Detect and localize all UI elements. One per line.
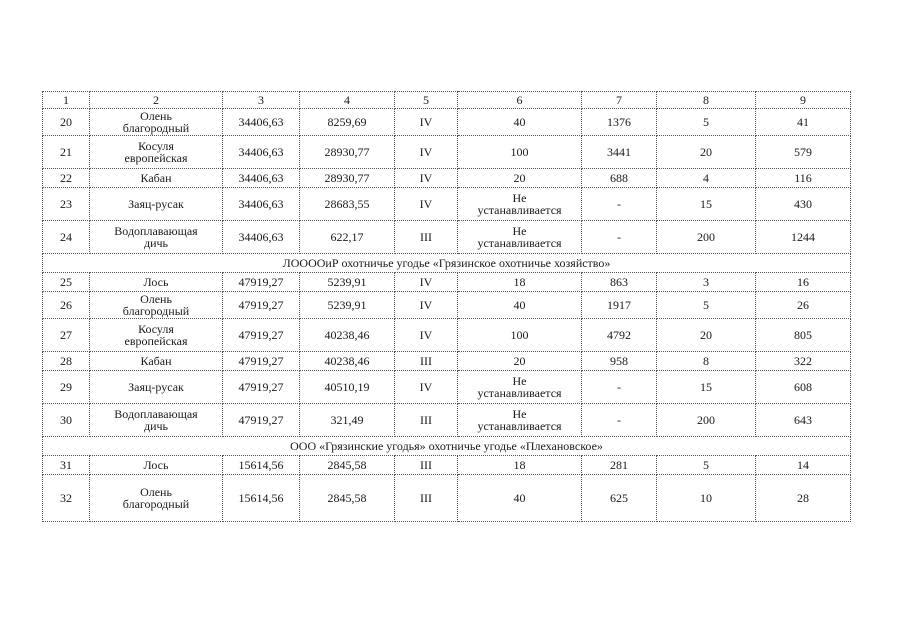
table-cell: 30 (43, 404, 90, 437)
table-cell: 28683,55 (300, 188, 395, 221)
table-cell: - (582, 371, 657, 404)
table-cell: 29 (43, 371, 90, 404)
table-body (43, 92, 851, 522)
table-row (43, 273, 851, 292)
table-cell: 31 (43, 456, 90, 475)
header-cell: 2 (90, 92, 223, 109)
table-cell: 5 (657, 456, 756, 475)
table-cell: IV (395, 273, 458, 292)
table-cell: 8 (657, 352, 756, 371)
table-cell: 1244 (756, 221, 851, 254)
header-cell: 7 (582, 92, 657, 109)
table-cell: III (395, 352, 458, 371)
table-cell: 27 (43, 319, 90, 352)
table-cell: 22 (43, 169, 90, 188)
table-cell: 321,49 (300, 404, 395, 437)
header-cell: 4 (300, 92, 395, 109)
table-cell: 622,17 (300, 221, 395, 254)
table-cell: 40238,46 (300, 352, 395, 371)
table-cell: Водоплавающая дичь (90, 404, 223, 437)
table-cell: IV (395, 109, 458, 136)
table-cell: 40238,46 (300, 319, 395, 352)
section-title: ООО «Грязинские угодья» охотничье угодье «Плехановское» (43, 437, 851, 456)
table-row (43, 292, 851, 319)
table-cell: 579 (756, 136, 851, 169)
table-cell: 1917 (582, 292, 657, 319)
table-cell: 5 (657, 292, 756, 319)
table-row (43, 371, 851, 404)
table-cell: 28 (43, 352, 90, 371)
table-cell: 20 (657, 136, 756, 169)
table-cell: III (395, 404, 458, 437)
table-cell: Заяц-русак (90, 188, 223, 221)
table-cell: 805 (756, 319, 851, 352)
table-cell: 40 (458, 109, 582, 136)
table-cell: 25 (43, 273, 90, 292)
table-cell: 47919,27 (223, 273, 300, 292)
table-cell: Лось (90, 456, 223, 475)
table-cell: 643 (756, 404, 851, 437)
table-cell: Олень благородный (90, 475, 223, 522)
table-cell: 15614,56 (223, 475, 300, 522)
table-row (43, 136, 851, 169)
table-cell: 608 (756, 371, 851, 404)
table-cell: Водоплавающая дичь (90, 221, 223, 254)
table-cell: 34406,63 (223, 169, 300, 188)
table-cell: 24 (43, 221, 90, 254)
table-cell: 16 (756, 273, 851, 292)
table-cell: 34406,63 (223, 221, 300, 254)
header-cell: 1 (43, 92, 90, 109)
section-header-row (43, 437, 851, 456)
table-cell: Косуля европейская (90, 319, 223, 352)
table-row (43, 188, 851, 221)
table-cell: 322 (756, 352, 851, 371)
header-cell: 5 (395, 92, 458, 109)
table-cell: 47919,27 (223, 352, 300, 371)
table-cell: 15614,56 (223, 456, 300, 475)
table-cell: 5239,91 (300, 273, 395, 292)
table-cell: 23 (43, 188, 90, 221)
table-row (43, 475, 851, 522)
table-cell: 8259,69 (300, 109, 395, 136)
table-cell: 15 (657, 371, 756, 404)
table-cell: Не устанавливается (458, 188, 582, 221)
table-row (43, 169, 851, 188)
table-cell: 20 (43, 109, 90, 136)
table-cell: 47919,27 (223, 371, 300, 404)
table-cell: 47919,27 (223, 404, 300, 437)
table-cell: 26 (43, 292, 90, 319)
table-cell: 281 (582, 456, 657, 475)
table-cell: - (582, 404, 657, 437)
table-row (43, 404, 851, 437)
table-cell: 3 (657, 273, 756, 292)
table-cell: 430 (756, 188, 851, 221)
table-cell: 625 (582, 475, 657, 522)
table-cell: - (582, 188, 657, 221)
table-cell: 2845,58 (300, 456, 395, 475)
header-cell: 8 (657, 92, 756, 109)
table-cell: III (395, 475, 458, 522)
table-cell: Кабан (90, 169, 223, 188)
table-row (43, 221, 851, 254)
table-cell: IV (395, 319, 458, 352)
table-cell: 40 (458, 292, 582, 319)
table-cell: 40 (458, 475, 582, 522)
table-cell: 28930,77 (300, 136, 395, 169)
table-cell: 5239,91 (300, 292, 395, 319)
table-cell: 100 (458, 136, 582, 169)
table-cell: - (582, 221, 657, 254)
table-cell: IV (395, 136, 458, 169)
table-cell: Кабан (90, 352, 223, 371)
hunting-limits-table (42, 91, 851, 522)
table-cell: 47919,27 (223, 292, 300, 319)
table-cell: Олень благородный (90, 109, 223, 136)
table-cell: Не устанавливается (458, 221, 582, 254)
table-cell: Заяц-русак (90, 371, 223, 404)
table-cell: 116 (756, 169, 851, 188)
section-title: ЛООООиР охотничье угодье «Грязинское охотничье хозяйство» (43, 254, 851, 273)
table-cell: 5 (657, 109, 756, 136)
table-cell: Лось (90, 273, 223, 292)
table-cell: IV (395, 371, 458, 404)
table-cell: 863 (582, 273, 657, 292)
table-cell: 15 (657, 188, 756, 221)
table-cell: 200 (657, 221, 756, 254)
table-cell: 4 (657, 169, 756, 188)
table-cell: 20 (458, 352, 582, 371)
table-cell: Олень благородный (90, 292, 223, 319)
table-cell: 34406,63 (223, 136, 300, 169)
table-cell: 34406,63 (223, 109, 300, 136)
header-cell: 6 (458, 92, 582, 109)
table-cell: 20 (458, 169, 582, 188)
table-row (43, 109, 851, 136)
section-header-row (43, 254, 851, 273)
table-cell: 40510,19 (300, 371, 395, 404)
table-cell: 4792 (582, 319, 657, 352)
table-cell: 14 (756, 456, 851, 475)
column-number-header-row (43, 92, 851, 109)
table-cell: 3441 (582, 136, 657, 169)
table-cell: 47919,27 (223, 319, 300, 352)
table-cell: Не устанавливается (458, 404, 582, 437)
table-cell: 26 (756, 292, 851, 319)
table-cell: III (395, 221, 458, 254)
table-row (43, 319, 851, 352)
table-cell: 32 (43, 475, 90, 522)
table-cell: 958 (582, 352, 657, 371)
table-cell: IV (395, 188, 458, 221)
table-cell: 28930,77 (300, 169, 395, 188)
table-cell: 34406,63 (223, 188, 300, 221)
table-cell: 21 (43, 136, 90, 169)
table-cell: 10 (657, 475, 756, 522)
table-cell: Косуля европейская (90, 136, 223, 169)
table-cell: 20 (657, 319, 756, 352)
table-cell: 688 (582, 169, 657, 188)
table-cell: 18 (458, 273, 582, 292)
header-cell: 3 (223, 92, 300, 109)
table-cell: 41 (756, 109, 851, 136)
table-cell: IV (395, 169, 458, 188)
table-cell: Не устанавливается (458, 371, 582, 404)
table-cell: III (395, 456, 458, 475)
table-cell: 200 (657, 404, 756, 437)
table-row (43, 352, 851, 371)
table-cell: 28 (756, 475, 851, 522)
header-cell: 9 (756, 92, 851, 109)
table-cell: 1376 (582, 109, 657, 136)
table-cell: 100 (458, 319, 582, 352)
table-cell: IV (395, 292, 458, 319)
table-row (43, 456, 851, 475)
table-cell: 18 (458, 456, 582, 475)
table-cell: 2845,58 (300, 475, 395, 522)
